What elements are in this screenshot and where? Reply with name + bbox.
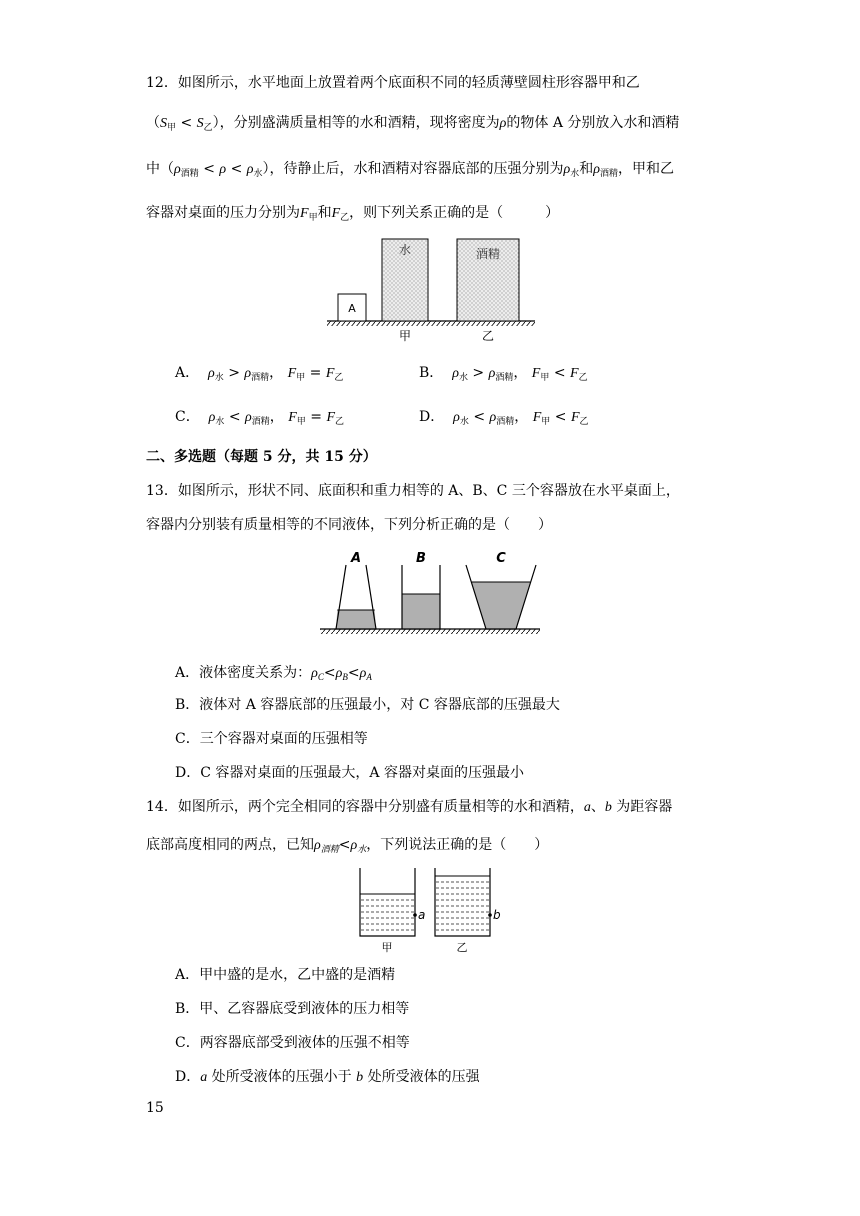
- block-a-label: A: [348, 302, 356, 315]
- q13-option-b[interactable]: B．液体对 A 容器底部的压强最小，对 C 容器底部的压强最大: [175, 697, 560, 713]
- q12-line1: 12．如图所示，水平地面上放置着两个底面积不同的轻质薄壁圆柱形容器甲和乙: [146, 75, 640, 91]
- point-a-dot: [413, 913, 417, 917]
- q12-figure: [325, 232, 540, 347]
- q13-option-c[interactable]: C．三个容器对桌面的压强相等: [175, 731, 368, 747]
- container-yi-label: 乙: [456, 941, 468, 954]
- q14-line2: 底部高度相同的两点，已知$\rho_{酒精}<\rho_水$，下列说法正确的是（ ）: [146, 837, 549, 854]
- q14-figure: [352, 864, 512, 954]
- container-jia-label: 甲: [381, 941, 393, 954]
- container-jia-liquid-label: 水: [398, 243, 412, 257]
- container-yi-label: 乙: [481, 329, 495, 343]
- q12-option-a[interactable]: A． $\rho_水 > \rho_{酒精}$， $F_甲 = F_乙$: [175, 365, 344, 383]
- q14-option-c[interactable]: C．两容器底部受到液体的压强不相等: [175, 1035, 410, 1051]
- q12-line3: 中$(\rho_{酒精} < \rho < \rho_水)$，待静止后，水和酒精对容器底部的压强分别为$\rho_水$和$\rho_{酒精}$，甲和乙: [146, 161, 675, 179]
- container-c-liquid: [472, 582, 531, 629]
- q14-line1: 14．如图所示，两个完全相同的容器中分别盛有质量相等的水和酒精，a、b 为距容器: [146, 799, 673, 815]
- container-c-label: C: [496, 551, 506, 566]
- point-a-label: a: [418, 908, 426, 922]
- q12-option-b[interactable]: B． $\rho_水 > \rho_{酒精}$， $F_甲 < F_乙$: [419, 365, 588, 383]
- container-yi-liquid-label: 酒精: [475, 247, 501, 261]
- section-header: 二、多选题（每题 5 分，共 15 分）: [146, 449, 377, 465]
- q14-option-a[interactable]: A．甲中盛的是水，乙中盛的是酒精: [175, 967, 396, 983]
- point-b-label: b: [493, 908, 501, 922]
- point-b-dot: [488, 913, 492, 917]
- container-b-label: B: [416, 551, 426, 566]
- q14-option-d[interactable]: D．a 处所受液体的压强小于 b 处所受液体的压强: [175, 1069, 480, 1085]
- q13-line2: 容器内分别装有质量相等的不同液体，下列分析正确的是（ ）: [146, 517, 552, 533]
- container-jia-label: 甲: [398, 329, 412, 343]
- q13-option-a[interactable]: A．液体密度关系为：$\rho_C<\rho_B<\rho_A$: [175, 665, 372, 682]
- q14-option-b[interactable]: B．甲、乙容器底受到液体的压力相等: [175, 1001, 410, 1017]
- table-hatch: [320, 629, 540, 634]
- container-yi: [435, 868, 490, 936]
- ground-hatch: [327, 321, 535, 326]
- q13-option-d[interactable]: D．C 容器对桌面的压强最大，A 容器对桌面的压强最小: [175, 765, 524, 781]
- q12-line2: $(S_甲 < S_乙)$，分别盛满质量相等的水和酒精，现将密度为ρ的物体 A 分别放入水和酒精: [146, 115, 680, 133]
- q12-option-c[interactable]: C． $\rho_水 < \rho_{酒精}$， $F_甲 = F_乙$: [175, 409, 345, 427]
- container-a-liquid: [336, 610, 376, 629]
- page-number: 15: [146, 1100, 164, 1116]
- q12-option-d[interactable]: D． $\rho_水 < \rho_{酒精}$， $F_甲 < F_乙$: [419, 409, 589, 427]
- q13-figure: [318, 548, 543, 638]
- container-a-label: A: [350, 551, 362, 566]
- q13-line1: 13．如图所示，形状不同、底面积和重力相等的 A、B、C 三个容器放在水平桌面上，: [146, 483, 680, 499]
- q12-line4: 容器对桌面的压力分别为$F_甲$和$F_乙$，则下列关系正确的是（ ）: [146, 205, 560, 223]
- container-b-liquid: [402, 594, 440, 629]
